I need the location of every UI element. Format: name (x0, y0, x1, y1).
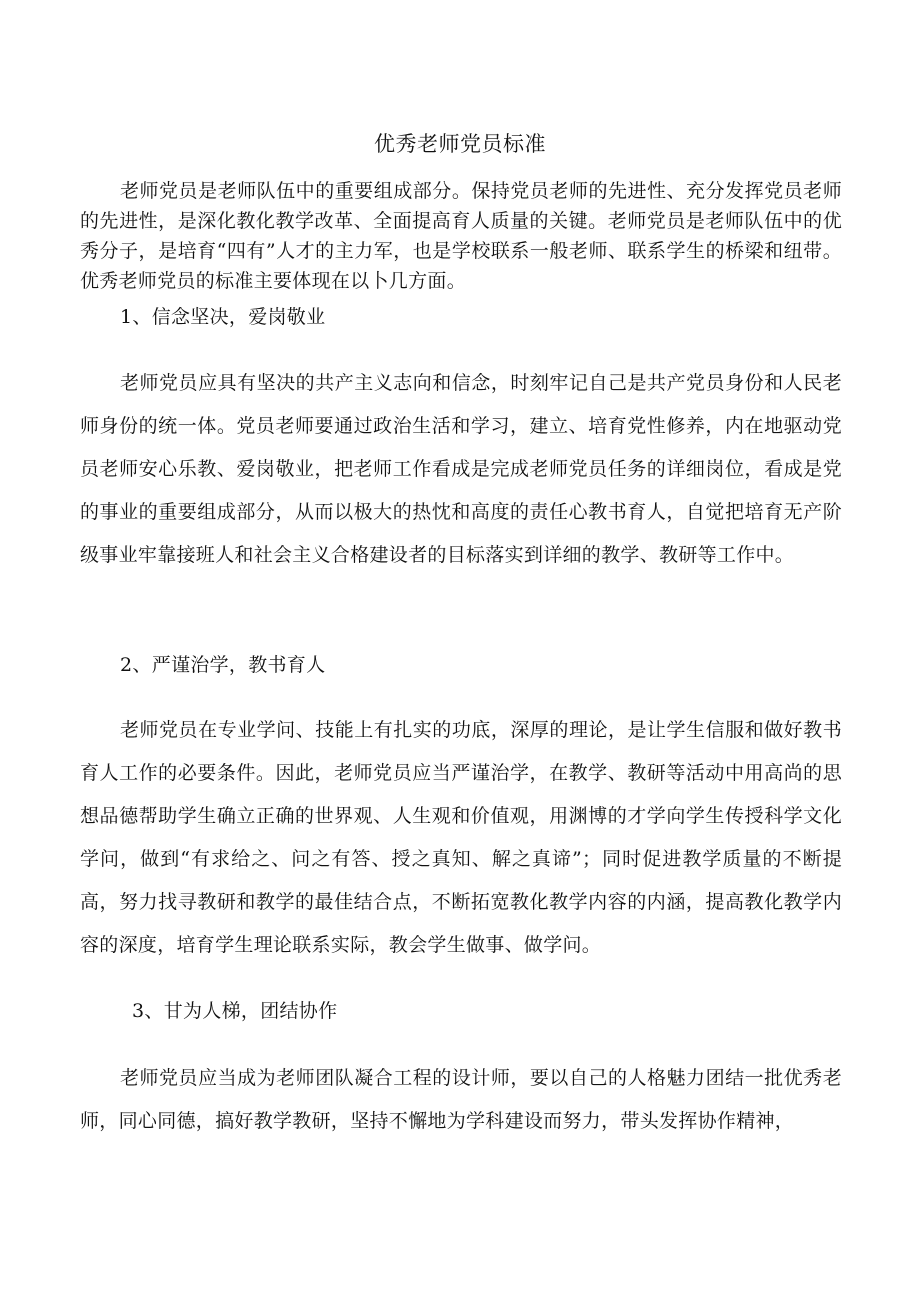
section-paragraph-2: 老师党员在专业学问、技能上有扎实的功底，深厚的理论，是让学生信服和做好教书育人工作的必要条件。因此，老师党员应当严谨治学，在教学、教研等活动中用高尚的思想品德帮助学生确立正确的世界观、人生观和价值观，用渊博的才学向学生传授科学文化学问，做到“有求给之、问之有答、授之真知、解之真谛”；同时促进教学质量的不断提高，努力找寻教研和教学的最佳结合点，不断拓宽教化教学内容的内涵，提高教化教学内容的深度，培育学生理论联系实际，教会学生做事、做学问。 (80, 719, 842, 956)
section-paragraph-3: 老师党员应当成为老师团队凝合工程的设计师，要以自己的人格魅力团结一批优秀老师，同心同德，搞好教学教研，坚持不懈地为学科建设而努力，带头发挥协作精神， (80, 1067, 842, 1132)
section-paragraph-1: 老师党员应具有坚决的共产主义志向和信念，时刻牢记自己是共产党员身份和人民老师身份的统一体。党员老师要通过政治生活和学习，建立、培育党性修养，内在地驱动党员老师安心乐教、爱岗敬业，把老师工作看成是完成老师党员任务的详细岗位，看成是党的事业的重要组成部分，从而以极大的热忱和高度的责任心教书育人，自觉把培育无产阶级事业牢靠接班人和社会主义合格建设者的目标落实到详细的教学、教研等工作中。 (80, 372, 842, 566)
section-heading-1: 1、信念坚决，爱岗敬业 (120, 306, 326, 328)
section-heading-3: 3、甘为人梯，团结协作 (132, 1000, 338, 1022)
section-heading-2: 2、严谨治学，教书育人 (120, 654, 326, 676)
document-title: 优秀老师党员标准 (374, 132, 546, 156)
intro-paragraph: 老师党员是老师队伍中的重要组成部分。保持党员老师的先进性、充分发挥党员老师的先进性，是深化教化教学改革、全面提高育人质量的关键。老师党员是老师队伍中的优秀分子，是培育“四有”人才的主力军，也是学校联系一般老师、联系学生的桥梁和纽带。优秀老师党员的标准主要体现在以卜几方面。 (80, 180, 842, 292)
